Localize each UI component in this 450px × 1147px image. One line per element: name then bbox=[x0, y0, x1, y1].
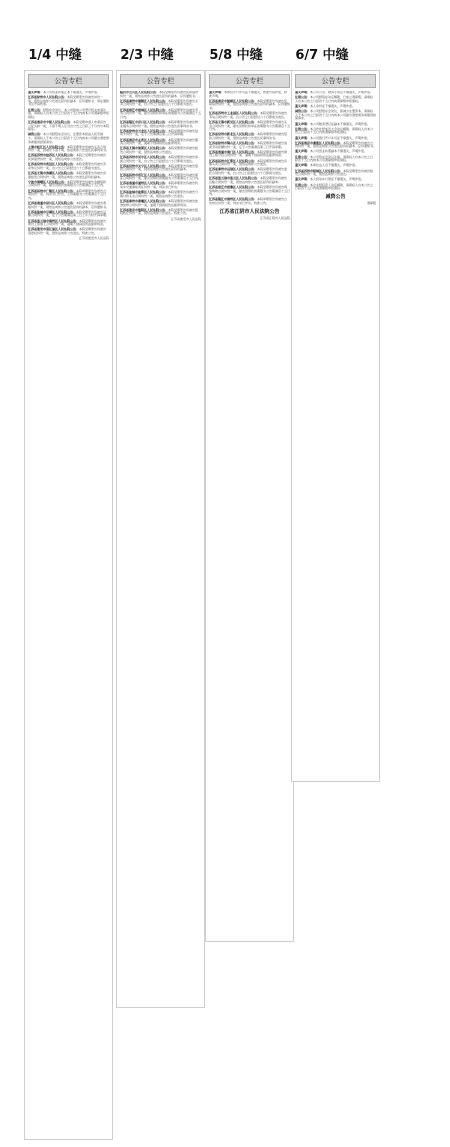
notice-item: 江苏省徐州市人民法院公告：本院受理原告诉被告纠纷一案，现依法向你公告送达起诉状副本、应诉通知书、举证通知书及开庭传票。 bbox=[28, 95, 109, 107]
notice-item: 江苏省淮安市淮阴区人民法院公告：本院受理原告诉被告股权转让纠纷一案，现依法向你公告送达。特此公告。 bbox=[120, 207, 199, 216]
notice-item: 江苏省镇江市京口区人民法院公告：本院审理原告诉被告物业服务合同纠纷一案，现依法向你公告送达民事判决书。 bbox=[120, 119, 199, 128]
notice-item: 减资公告：本公司经股东会决议，拟减少注册资本，请债权人于本公告之日起四十五日内向本公司提出清偿债务或提供担保请求。 bbox=[295, 109, 376, 121]
notice-item: 江苏省南京市鼓楼区人民法院公告：本院受理原告诉被告民间借贷纠纷一案，现依法向你公告送达起诉状副本、应诉通知书。 bbox=[209, 98, 290, 110]
footer-signature: 江苏省江阴市人民法院 bbox=[259, 215, 290, 220]
notice-item: 江苏省淮安市清江浦区人民法院公告：本院受理原告诉被告追偿权纠纷一案，现依法向你公告送达。特此公告。 bbox=[28, 227, 107, 235]
column-body-3 bbox=[209, 91, 290, 938]
notice-item: 上海市松江区人民法院公告：本院受理原告诉被告买卖合同纠纷一案，因被告下落不明，依法向你公告送达民事判决书。 bbox=[28, 144, 109, 153]
footer-signature: 江苏省淮安市人民法院 bbox=[170, 216, 201, 221]
notice-item: 江苏省苏州市工业园区人民法院公告：本院受理原告诉被告劳动合同纠纷一案，自公告之日起经过六十日即视为送达。 bbox=[209, 111, 288, 119]
column-label-3: 5/8 中缝 bbox=[209, 48, 263, 63]
column-header-1: 公告专栏 bbox=[28, 74, 109, 88]
column-header-3: 公告专栏 bbox=[209, 74, 290, 88]
column-label-2: 2/3 中缝 bbox=[120, 48, 174, 63]
column-label-1: 1/4 中缝 bbox=[28, 48, 82, 63]
notice-item: 宁波市海曙区人民法院公告：本院受理原告诉被告金融借款合同纠纷一案，提出答辩状的期限为公告期满后十五日内。 bbox=[28, 179, 107, 188]
notice-item: 江苏省扬州市邗江区人民法院公告：本院受理原告诉被告保证合同纠纷一案，提出答辩状的期限为公告期满后十五日内。 bbox=[120, 172, 201, 181]
notice-item: 临沂市兰山区人民法院公告：本院受理原告诉被告民间借贷纠纷一案，现依法向你公告送达起诉状副本、应诉通知书。 bbox=[120, 91, 199, 98]
notice-item: 江苏省泰州市海陵区人民法院公告：本院受理原告诉被告买卖合同纠纷一案，自公告之日起经过六十日即视为送达。 bbox=[120, 98, 199, 107]
notice-item: 江苏省南通市海门区人民法院公告：本院受理原告诉被告建设工程分包合同纠纷一案，逾期不到庭将依法缺席判决。 bbox=[209, 149, 288, 158]
notice-item: 江苏省扬州市江都区人民法院公告：本院受理原告诉被告房屋买卖合同纠纷一案，现依法向你公告送达。 bbox=[209, 158, 288, 167]
notice-item: 江苏省盐城市盐都区人民法院公告：本院受理原告诉被告分期付款买卖合同纠纷一案，现依法向你公告送达。 bbox=[120, 190, 199, 198]
notice-item: 注销公告：经股东会决议，本公司拟向公司登记机关申请注销，请债权人自本公告之日起四十五日内向本公司清算组申报债权。 bbox=[28, 107, 109, 119]
column-4 bbox=[291, 70, 380, 782]
notice-item: 江苏省泰州市姜堰区人民法院公告：本院受理原告诉被告装饰装修合同纠纷一案，逾期不到庭将依法缺席判决。 bbox=[120, 198, 199, 207]
footer-title: 减资公告 bbox=[325, 193, 346, 200]
notice-item: 江苏省盐城市亭湖区人民法院公告：本院受理原告诉被告运输合同纠纷一案，定于公告期满后第三日上午九时开庭审理。 bbox=[28, 209, 109, 218]
column-label-4: 6/7 中缝 bbox=[295, 48, 349, 63]
notice-item: 遗失声明：本人机动车行驶证不慎遗失，声明作废。 bbox=[295, 177, 365, 182]
notice-item: 江苏省扬州市广陵区人民法院公告：本院审理原告诉被告合同纠纷一案，判决书已作出，上诉期限为公告期满后十五日内。 bbox=[28, 188, 107, 200]
notice-item: 注销公告：本企业经投资人决定解散，请债权人自本公告之日起四十五日内向清算组申报债权。 bbox=[295, 182, 374, 191]
notice-item: 江苏省无锡市滨湖区人民法院公告：本院受理原告诉被告房屋租赁合同纠纷一案，现依法向你公告送达起诉状副本。 bbox=[28, 171, 107, 179]
notice-item: 注销公告：本公司经股东决定解散，已成立清算组，请债权人自本公告之日起四十五日内向清算组申报债权。 bbox=[295, 95, 374, 103]
notice-item: 遗失声明：本单位法人章不慎遗失，声明作废。 bbox=[295, 163, 359, 168]
notice-item: 注销公告：本合作社经成员大会决议解散，请债权人自本公告之日起四十五日内向清算组申报债权。 bbox=[295, 126, 374, 135]
notice-item: 江苏省南京市秦淮区人民法院公告：本院受理原告诉被告合同纠纷一案，现依法向你公告送达起诉状副本、应诉通知书。 bbox=[295, 140, 376, 149]
notice-item: 注销公告：本公司股东会决议注销，请债权人自本公告之日起四十五日内向本公司清算组申报债权。 bbox=[295, 154, 374, 163]
notice-item: 江苏省南京市玄武区人民法院公告：本院受理原告诉被告服务合同纠纷一案，逾期不到庭将依法缺席判决。 bbox=[120, 137, 199, 146]
notice-item: 江苏省苏州市相城区人民法院公告：本院受理原告诉被告租赁合同纠纷一案，现依法向你公告送达。 bbox=[295, 168, 374, 177]
notice-item: 江苏省徐州市云龙区人民法院公告：本院受理原告诉被告信用卡纠纷一案，定于公告期满后第三日开庭审理。 bbox=[120, 128, 199, 137]
notice-item: 江苏省南通市通州区人民法院公告：本院审理原告诉被告机动车交通事故责任纠纷一案，判决书已作出。 bbox=[120, 181, 199, 189]
notice-item: 江苏省南通市崇川区人民法院公告：本院受理原告诉被告离婚纠纷一案，现依法向你公告送达起诉状副本、应诉通知书。 bbox=[28, 200, 109, 209]
notice-item: 遗失声明：本公司营业执照副本不慎遗失，声明作废。 bbox=[295, 149, 368, 154]
notice-item: 江苏省无锡市新吴区人民法院公告：本院受理原告诉被告买卖合同纠纷一案，提出答辩状和举证的期限为公告期满后十五日内。 bbox=[209, 119, 290, 132]
footer-title: 江苏省江阴市人民法院公告 bbox=[219, 208, 280, 215]
column-2 bbox=[116, 70, 205, 1008]
column-body-1 bbox=[28, 91, 109, 1136]
notice-item: 江苏省镇江市润州区人民法院公告：本院审理原告诉被告合伙协议纠纷一案，判决书已作出。特此公告。 bbox=[209, 197, 288, 205]
notice-item: 江苏省泰州市高港区人民法院公告：本院受理原告诉被告委托合同纠纷一案，自公告之日起经过六十日即视为送达。 bbox=[209, 167, 288, 176]
notice-item: 江苏省常州市天宁区人民法院公告：本院受理原告诉被告借款合同纠纷一案，现依法向你公告送达起诉状副本。 bbox=[120, 163, 199, 172]
column-body-2 bbox=[120, 91, 201, 1004]
notice-item: 江苏省苏州市姑苏区人民法院公告：本院已受理原告诉被告民间借贷纠纷一案，现依法向你公告送达。 bbox=[28, 153, 107, 162]
notice-item: 遗失声明：本人身份证不慎遗失，声明作废。 bbox=[295, 103, 356, 108]
column-body-4 bbox=[295, 91, 376, 778]
notice-item: 江苏省连云港市海州区人民法院公告：本院受理原告诉被告建设工程施工合同纠纷一案，逾期不到庭将依法缺席判决。 bbox=[28, 218, 107, 227]
notice-item: 遗失声明：本公司营业执照正本不慎遗失，声明作废。 bbox=[28, 91, 101, 94]
footer-signature: 江苏省淮安市人民法院 bbox=[78, 236, 109, 241]
notice-item: 江苏省南京市中级人民法院公告：本院受理申请人申请宣告公民失踪一案，下落不明人应当自公告之日起三个月内与本院联系。 bbox=[28, 119, 109, 132]
column-header-2: 公告专栏 bbox=[120, 74, 201, 88]
column-1 bbox=[24, 70, 113, 1140]
column-header-4: 公告专栏 bbox=[295, 74, 376, 88]
notice-item: 江苏省常州市新北区人民法院公告：本院审理原告诉被告借款合同纠纷一案，现依法向你公告送达民事判决书。 bbox=[209, 132, 288, 140]
notice-item: 遗失声明：本公司公章、财务专用章不慎遗失，声明作废。 bbox=[295, 91, 374, 94]
notice-item: 遗失声明：本公司税务登记证副本不慎遗失，声明作废。 bbox=[295, 121, 371, 126]
notice-item: 江苏省徐州市铜山区人民法院公告：本院受理原告诉被告追索劳动报酬纠纷一案，定于公告期满后第三日开庭审理。 bbox=[209, 141, 288, 149]
notice-item: 江苏省苏州市吴中区人民法院公告：本院受理原告诉被告承揽合同纠纷一案，自公告之日起经过六十日即视为送达。 bbox=[120, 155, 199, 163]
notice-item: 江苏省宿迁市宿城区人民法院公告：本院受理原告诉被告劳务合同纠纷一案，提出答辩状和举证的期限为公告期满后十五日内。 bbox=[120, 107, 201, 119]
notice-item: 江苏省宿迁市宿豫区人民法院公告：本院受理原告诉被告网络购物合同纠纷一案，提出答辩状的期限为公告期满后十五日内。 bbox=[209, 185, 290, 197]
footer-signature: 清算组 bbox=[366, 200, 376, 205]
notice-item: 遗失声明：本公司银行开户许可证不慎遗失，声明作废。 bbox=[295, 135, 371, 140]
notice-item: 江苏省连云港市连云区人民法院公告：本院受理原告诉被告运输合同纠纷一案，现依法向你公告送达起诉状副本。 bbox=[209, 176, 288, 184]
notice-item: 江苏省无锡市梁溪区人民法院公告：本院受理原告诉被告租赁合同纠纷一案，现依法向你公告送达。 bbox=[120, 146, 199, 154]
notice-item: 减资公告：本公司经股东会决议，注册资本拟由人民币减少，请债权人于本公告之日起四十五日内向本公司提出清偿债务或提供担保请求。 bbox=[28, 132, 109, 144]
column-3 bbox=[205, 70, 294, 942]
notice-item: 遗失声明：本单位开户许可证不慎遗失，核准号码作废，特此声明。 bbox=[209, 91, 288, 98]
notice-item: 江苏省常州市武进区人民法院公告：本院受理原告诉被告劳动争议纠纷一案，自公告之日起经过六十日即视为送达。 bbox=[28, 162, 107, 170]
